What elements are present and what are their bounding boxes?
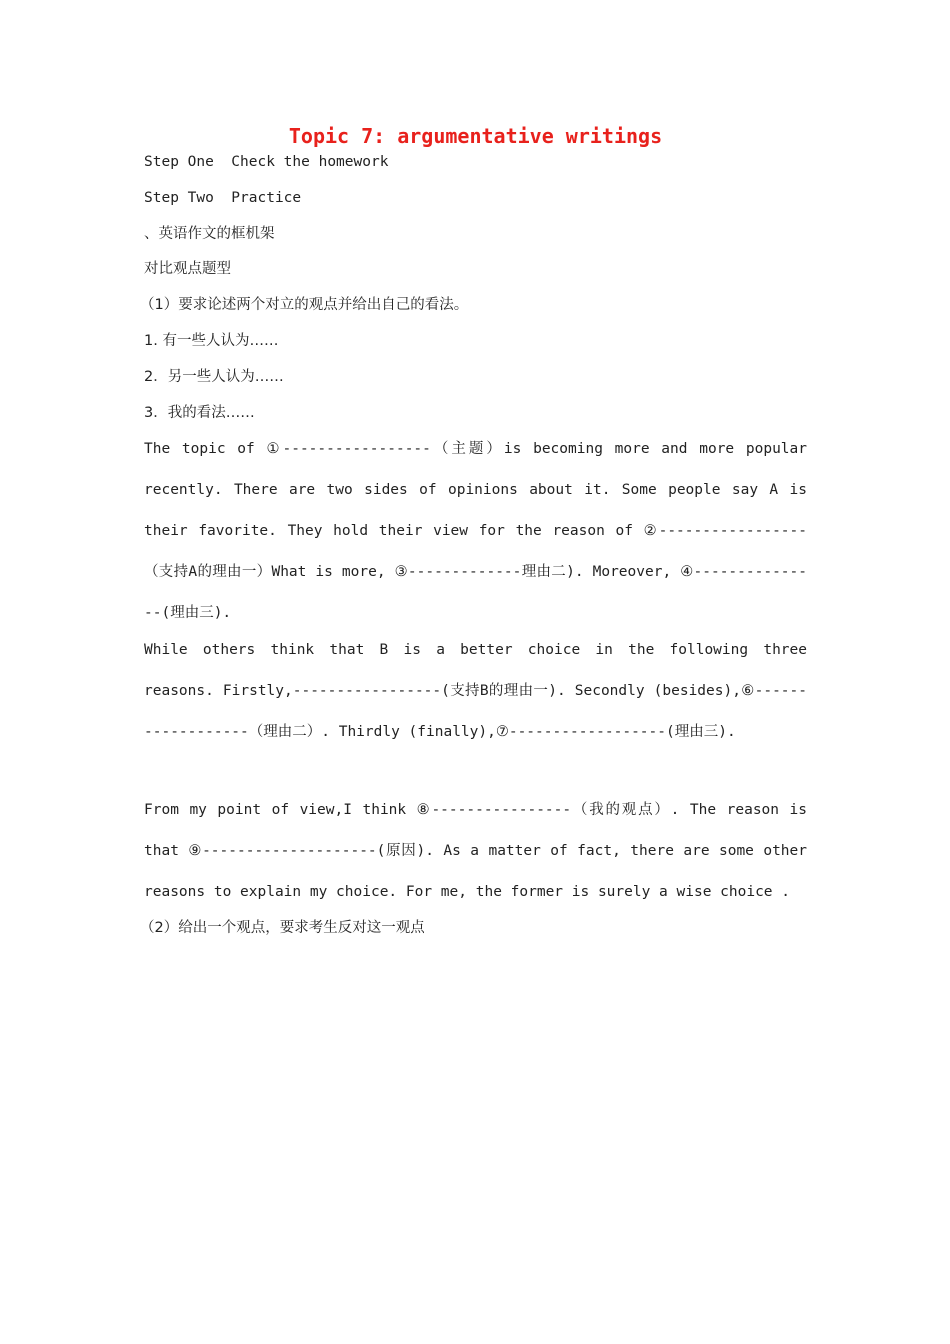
type1-point-1: 1. 有一些人认为…… — [144, 333, 279, 349]
type2-label: （2）给出一个观点，要求考生反对这一观点 — [140, 920, 425, 936]
template-paragraph-3-text: From my point of view,I think ⑧----------------（我的观点）. The reason is that ⑨--------------------(原因). As a matter of fact, there are some other reasons to explain my choice. For me, the former is surely a wise choice . — [144, 802, 807, 900]
template-paragraph-1-text: The topic of ①-----------------（主题）is becoming more and more popular recently. There are two sides of opinions about it. Some people say A is their favorite. They hold their view for the reason of ②-----------------（支持A的理由一）What is more, ③-------------理由二). Moreover, ④---------------(理由三). — [144, 441, 807, 621]
template-paragraph-3 — [144, 790, 807, 913]
template-paragraph-2-text: While others think that B is a better choice in the following three reasons. Firstly,-----------------(支持B的理由一). Secondly (besides),⑥------------------（理由二）. Thirdly (finally),⑦------------------(理由三). — [144, 642, 807, 740]
framework-heading: 、英语作文的框机架 — [144, 226, 275, 242]
step-one-line: Step One Check the homework — [144, 154, 389, 170]
type1-label: （1）要求论述两个对立的观点并给出自己的看法。 — [140, 297, 469, 313]
contrast-heading: 对比观点题型 — [144, 261, 231, 277]
step-two-line: Step Two Practice — [144, 190, 302, 206]
type1-point-3: 3．我的看法…… — [144, 405, 255, 421]
page-title: Topic 7: argumentative writings — [288, 124, 663, 148]
template-paragraph-2 — [144, 630, 807, 753]
type1-point-2: 2．另一些人认为…… — [144, 369, 284, 385]
template-paragraph-1 — [144, 429, 807, 634]
